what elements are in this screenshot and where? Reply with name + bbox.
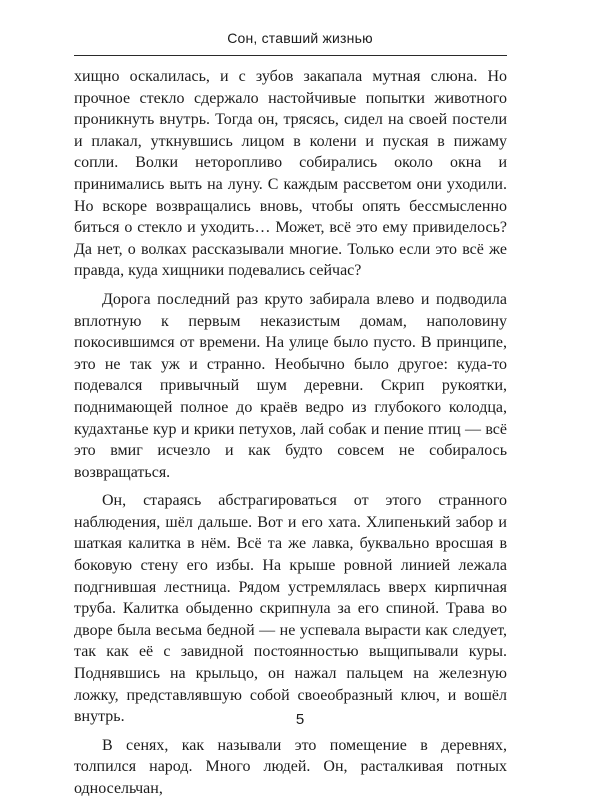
running-title: Сон, ставший жизнью bbox=[227, 30, 373, 46]
header-rule bbox=[74, 55, 507, 56]
paragraph: В сенях, как называли это помещение в деревнях, толпился народ. Много людей. Он, расталкивая потных односельчан, bbox=[74, 736, 507, 797]
paragraph: хищно оскалилась, и с зубов закапала мутная слюна. Но прочное стекло сдержало настойчивые попытки животного проникнуть внутрь. Тогда он, трясясь, сидел на своей постели и плакал, уткнувшись лицом в колени и пуская в пижаму сопли. Волки неторопливо собирались около окна и принимались выть на луну. С каждым рассветом они уходили. Но вскоре возвращались вновь, чтобы опять бессмысленно биться о стекло и уходить… Может, всё это ему привиделось? Да нет, о волках рассказывали многие. Только если это всё же правда, куда хищники подевались сейчас? bbox=[74, 68, 507, 280]
paragraph: Он, стараясь абстрагироваться от этого странного наблюдения, шёл дальше. Вот и его хата. Хлипенький забор и шаткая калитка в нём. Всё та же лавка, буквально вросшая в боковую стену его избы. На крыше ровной линией лежала подгнившая лестница. Рядом устремлялась вверх кирпичная труба. Калитка обыденно скрипнула за его спиной. Трава во дворе была весьма бедной — не успевала вырасти как следует, так как её с завидной постоянностью выщипывали куры. Поднявшись на крыльцо, он нажал пальцем на железную ложку, представлявшую собой своеобразный ключ, и вошёл внутрь. bbox=[74, 492, 507, 726]
paragraph: Дорога последний раз круто забирала влево и подводила вплотную к первым неказистым домам, наполовину покосившимся от времени. На улице было пусто. В принципе, это не так уж и странно. Необычно было другое: куда-то подевался привычный шум деревни. Скрип рукоятки, поднимающей полное до краёв ведро из глубокого колодца, кудахтанье кур и крики петухов, лай собак и пение птиц — всё это вмиг исчезло и как будто совсем не собиралось возвращаться. bbox=[74, 290, 507, 481]
body-text bbox=[74, 66, 507, 800]
page-number: 5 bbox=[295, 711, 305, 728]
